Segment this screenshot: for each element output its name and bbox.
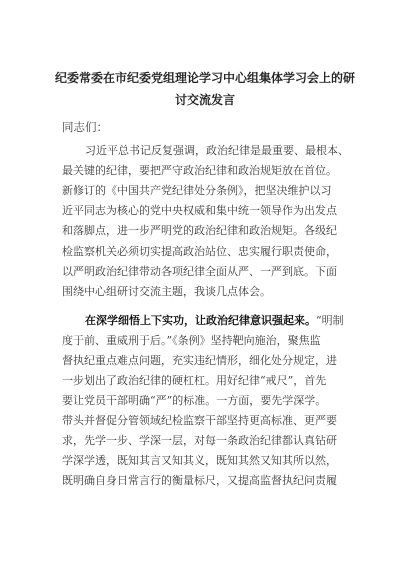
paragraph-2-line: 既明确自身日常言行的衡量标尺，又提高监督执纪问责履	[62, 474, 337, 487]
document-title-line-2: 讨交流发言	[174, 93, 235, 107]
paragraph-2-line: 督执纪重点难点问题，充实违纪情形，细化处分规定，进	[62, 354, 337, 367]
paragraph-2-line: 带头并督促分管领域纪检监察干部坚持更高标准、更严要	[62, 414, 337, 427]
paragraph-1-line: 习近平总书记反复强调，政治纪律是最重要、最根本、	[85, 144, 349, 157]
paragraph-1-line: 检监察机关必须切实提高政治站位、忠实履行职责使命，	[62, 245, 337, 258]
paragraph-1-line: 围绕中心组研讨交流主题，我谈几点体会。	[62, 285, 271, 298]
paragraph-2-line: 学深学透，既知其言又知其义，既知其然又知其所以然，	[62, 454, 337, 467]
paragraph-2-line: 求，先学一步、学深一层，对每一条政治纪律都认真钻研	[62, 434, 337, 447]
paragraph-1-line: 最关键的纪律，要把严守政治纪律和政治规矩放在首位。	[62, 164, 337, 177]
paragraph-2-line: 一步划出了政治纪律的硬杠杠。用好纪律“戒尺”，首先	[62, 374, 327, 387]
paragraph-2-line: 要让党员干部明确“严”的标准。一方面，要先学深学。	[62, 394, 327, 407]
paragraph-2-first-line	[62, 313, 362, 329]
paragraph-1-line: 新修订的《中国共产党纪律处分条例》，把坚决维护以习	[62, 184, 332, 197]
paragraph-2-line: 度于前、重威刑于后。”《条例》坚持靶向施治，聚焦监	[62, 334, 321, 347]
document-title-line-1: 纪委常委在市纪委党组理论学习中心组集体学习会上的研	[54, 71, 355, 85]
salutation: 同志们：	[62, 120, 108, 134]
paragraph-1-line: 和落脚点，进一步严明党的政治纪律和政治规矩。各级纪	[62, 224, 337, 237]
paragraph-1-line: 以严明政治纪律带动各项纪律全面从严、一严到底。下面	[62, 265, 337, 278]
paragraph-2-first-tail: “明制	[316, 314, 344, 327]
paragraph-2-heading: 在深学细悟上下实功，让政治纪律意识强起来。	[85, 314, 316, 327]
paragraph-1-line: 近平同志为核心的党中央权威和集中统一领导作为出发点	[62, 204, 337, 217]
